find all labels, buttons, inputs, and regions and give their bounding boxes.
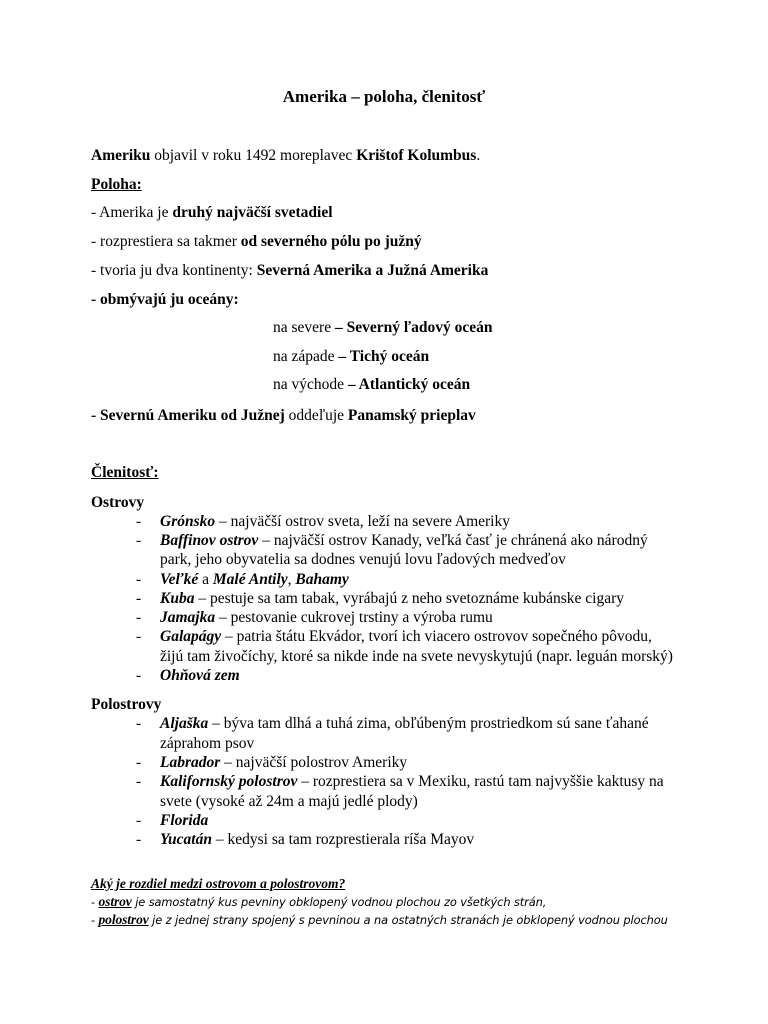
poloha-line-5-mid: oddeľuje [284, 407, 348, 424]
poloha-line-1 [91, 204, 333, 222]
island-text: – patria štátu Ekvádor, tvorí ich viacero ostrovov sopečného pôvodu, [221, 628, 652, 645]
list-bullet: - [136, 513, 142, 530]
island-name: Malé Antily [212, 571, 288, 588]
answer-line-1-text: je samostatný kus pevniny obklopený vodnou plochou zo všetkých strán, [131, 895, 547, 909]
answer-term-polostrov: polostrov [98, 912, 149, 927]
list-item [160, 628, 652, 646]
list-item [160, 571, 349, 589]
list-bullet: - [136, 715, 142, 732]
list-bullet: - [136, 773, 142, 790]
poloha-line-1-pre: - Amerika je [91, 204, 173, 221]
poloha-line-5 [91, 407, 476, 425]
island-text-continued: žijú tam živočíchy, ktoré sa nikde inde na svete nevyskytujú (napr. leguán morský) [160, 648, 673, 665]
island-name: Bahamy [295, 571, 349, 588]
answer-line-2-text: je z jednej strany spojený s pevninou a na ostatných stranách je obklopený vodnou plochou [148, 913, 668, 927]
island-name: Ohňová zem [160, 667, 240, 684]
answer-line-2 [91, 912, 668, 928]
list-item [160, 754, 407, 772]
peninsula-name: Kalifornský polostrov [160, 773, 298, 790]
list-item [160, 532, 648, 550]
question-heading: Aký je rozdiel medzi ostrovom a polostrovom? [91, 876, 346, 891]
island-text-continued: park, jeho obyvatelia sa dodnes venujú lovu ľadových medveďov [160, 551, 566, 568]
peninsula-name: Florida [160, 812, 209, 829]
island-text: – najväčší ostrov sveta, leží na severe Ameriky [215, 513, 510, 530]
list-bullet: - [136, 609, 142, 626]
island-name: Baffinov ostrov [160, 532, 259, 549]
poloha-line-2-pre: - rozprestiera sa takmer [91, 233, 241, 250]
island-name: Veľké [160, 571, 199, 588]
list-item [160, 667, 240, 685]
ocean-west-pre: na západe [273, 348, 339, 365]
island-name: Grónsko [160, 513, 216, 530]
poloha-line-3-bold: Severná Amerika a Južná Amerika [256, 262, 489, 279]
poloha-line-1-bold: druhý najväčší svetadiel [172, 204, 333, 221]
island-name: Jamajka [160, 609, 216, 626]
list-bullet: - [136, 812, 142, 829]
peninsula-name: Aljaška [160, 715, 209, 732]
list-item [160, 773, 664, 791]
island-comma: , [287, 571, 296, 588]
peninsula-text-continued: záprahom psov [160, 735, 255, 752]
island-name: Galapágy [160, 628, 222, 645]
list-bullet: - [136, 754, 142, 771]
poloha-line-2-bold: od severného pólu po južný [240, 233, 422, 250]
intro-line [91, 147, 480, 165]
answer-term-ostrov: ostrov [98, 894, 132, 909]
list-bullet: - [136, 571, 142, 588]
ocean-east-name: – Atlantický oceán [347, 376, 471, 393]
intro-person: Krištof Kolumbus [356, 147, 477, 164]
island-text: – pestovanie cukrovej trstiny a výroba rumu [215, 609, 493, 626]
ocean-west [273, 348, 429, 366]
list-item [160, 812, 208, 830]
ocean-north [273, 319, 493, 337]
ocean-west-name: – Tichý oceán [338, 348, 430, 365]
poloha-line-5-bold2: Panamský prieplav [347, 407, 476, 424]
island-text: – pestuje sa tam tabak, vyrábajú z neho svetoznáme kubánske cigary [194, 590, 625, 607]
poloha-heading: Poloha: [91, 176, 142, 193]
poloha-line-3-pre: - tvoria ju dva kontinenty: [91, 262, 257, 279]
ocean-north-pre: na severe [273, 319, 335, 336]
poloha-line-2 [91, 233, 422, 251]
ocean-north-name: – Severný ľadový oceán [334, 319, 493, 336]
answer-line-1 [91, 894, 546, 910]
peninsula-text: – rozprestiera sa v Mexiku, rastú tam najvyššie kaktusy na [297, 773, 664, 790]
peninsula-text: – najväčší polostrov Ameriky [220, 754, 408, 771]
list-bullet: - [136, 667, 142, 684]
list-bullet: - [136, 628, 142, 645]
list-item [160, 513, 510, 531]
poloha-line-4-pre: - [91, 291, 101, 308]
list-item [160, 831, 474, 849]
clenitost-heading: Členitosť: [91, 464, 159, 481]
peninsula-text: – kedysi sa tam rozprestierala ríša Mayov [211, 831, 475, 848]
island-and: a [198, 571, 213, 588]
intro-end: . [476, 147, 481, 164]
island-name: Kuba [160, 590, 195, 607]
poloha-line-3 [91, 262, 488, 280]
ocean-east [273, 376, 470, 394]
list-item [160, 715, 649, 733]
list-bullet: - [136, 831, 142, 848]
peninsula-name: Yucatán [160, 831, 212, 848]
list-bullet: - [136, 532, 142, 549]
intro-mid: objavil v roku 1492 moreplavec [150, 147, 357, 164]
answer-line-1-pre: - [91, 895, 99, 909]
peninsula-text-continued: svete (vysoké až 24m a majú jedlé plody) [160, 793, 418, 810]
answer-line-2-pre: - [91, 913, 99, 927]
list-bullet: - [136, 590, 142, 607]
ocean-east-pre: na východe [273, 376, 348, 393]
poloha-line-5-pre: - [91, 407, 101, 424]
poloha-line-5-bold1: Severnú Ameriku od Južnej [100, 407, 285, 424]
ostrovy-heading: Ostrovy [91, 494, 145, 511]
island-text: – najväčší ostrov Kanady, veľká časť je chránená ako národný [258, 532, 648, 549]
intro-subject: Ameriku [91, 147, 151, 164]
peninsula-text: – býva tam dlhá a tuhá zima, obľúbeným prostriedkom sú sane ťahané [208, 715, 649, 732]
polostrovy-heading: Polostrovy [91, 696, 162, 713]
page-title: Amerika – poloha, členitosť [282, 87, 486, 106]
list-item [160, 590, 624, 608]
list-item [160, 609, 493, 627]
poloha-line-4-bold: obmývajú ju oceány: [100, 291, 239, 308]
poloha-line-4 [91, 291, 239, 309]
peninsula-name: Labrador [160, 754, 221, 771]
